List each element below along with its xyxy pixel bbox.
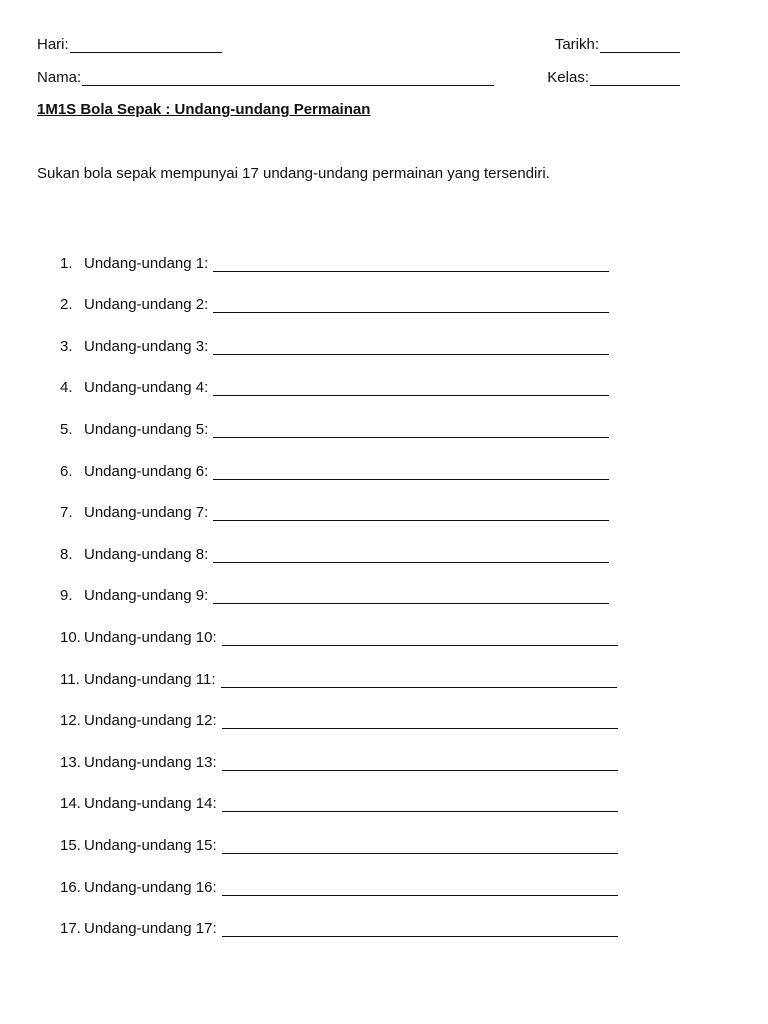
list-item <box>60 729 618 771</box>
list-item <box>60 230 618 272</box>
answer-blank[interactable] <box>222 841 618 854</box>
item-number: 9. <box>60 587 73 605</box>
answer-blank[interactable] <box>222 758 618 771</box>
item-number: 4. <box>60 379 73 397</box>
answer-blank[interactable] <box>213 508 609 521</box>
hari-field <box>37 36 222 53</box>
header-row-1 <box>37 36 680 53</box>
list-item <box>60 854 618 896</box>
item-label: Undang-undang 10: <box>84 628 217 646</box>
answer-blank[interactable] <box>222 633 618 646</box>
item-number: 14. <box>60 795 81 813</box>
answer-blank[interactable] <box>213 550 609 563</box>
item-label: Undang-undang 16: <box>84 878 217 896</box>
item-label: Undang-undang 13: <box>84 753 217 771</box>
item-number: 8. <box>60 545 73 563</box>
item-label: Undang-undang 4: <box>84 379 209 397</box>
item-label: Undang-undang 15: <box>84 836 217 854</box>
list-item <box>60 438 618 480</box>
answer-blank[interactable] <box>222 924 618 937</box>
list-item <box>60 688 618 730</box>
item-label: Undang-undang 1: <box>84 254 209 272</box>
item-label: Undang-undang 5: <box>84 420 209 438</box>
tarikh-label: Tarikh: <box>554 36 599 53</box>
header-row-2 <box>37 69 680 86</box>
item-number: 5. <box>60 420 73 438</box>
nama-blank[interactable] <box>82 73 494 86</box>
answer-blank[interactable] <box>213 425 609 438</box>
list-item <box>60 396 618 438</box>
item-number: 12. <box>60 712 81 730</box>
kelas-blank[interactable] <box>590 73 680 86</box>
item-label: Undang-undang 11: <box>84 670 216 688</box>
tarikh-field <box>555 36 680 53</box>
list-item <box>60 604 618 646</box>
item-number: 2. <box>60 296 73 314</box>
list-item <box>60 896 618 938</box>
nama-field <box>37 69 494 86</box>
answer-blank[interactable] <box>213 383 609 396</box>
answer-blank[interactable] <box>213 591 609 604</box>
worksheet-title: 1M1S Bola Sepak : Undang-undang Permainan <box>37 101 371 118</box>
answer-blank[interactable] <box>213 259 609 272</box>
kelas-field <box>547 69 680 86</box>
list-item <box>60 812 618 854</box>
intro-text: Sukan bola sepak mempunyai 17 undang-undang permainan yang tersendiri. <box>37 165 550 182</box>
list-item <box>60 646 618 688</box>
list-item <box>60 313 618 355</box>
item-label: Undang-undang 14: <box>84 795 217 813</box>
answer-blank[interactable] <box>213 300 609 313</box>
tarikh-blank[interactable] <box>600 40 680 53</box>
item-label: Undang-undang 9: <box>84 587 209 605</box>
list-item <box>60 771 618 813</box>
list-item <box>60 563 618 605</box>
item-number: 15. <box>60 836 81 854</box>
item-label: Undang-undang 2: <box>84 296 209 314</box>
item-number: 17. <box>60 920 81 938</box>
item-number: 6. <box>60 462 73 480</box>
answer-blank[interactable] <box>222 799 618 812</box>
item-label: Undang-undang 6: <box>84 462 209 480</box>
item-label: Undang-undang 3: <box>84 337 209 355</box>
answer-blank[interactable] <box>222 716 618 729</box>
answer-blank[interactable] <box>222 883 618 896</box>
answer-blank[interactable] <box>213 342 609 355</box>
answer-blank[interactable] <box>213 467 609 480</box>
item-label: Undang-undang 7: <box>84 504 209 522</box>
item-label: Undang-undang 8: <box>84 545 209 563</box>
kelas-label: Kelas: <box>547 69 589 86</box>
item-number: 11. <box>60 670 80 688</box>
item-label: Undang-undang 17: <box>84 920 217 938</box>
item-label: Undang-undang 12: <box>84 712 217 730</box>
item-number: 16. <box>60 878 81 896</box>
law-list <box>60 230 618 937</box>
item-number: 7. <box>60 504 73 522</box>
item-number: 13. <box>60 753 81 771</box>
item-number: 10. <box>60 628 81 646</box>
list-item <box>60 521 618 563</box>
list-item <box>60 355 618 397</box>
hari-label: Hari: <box>37 36 69 53</box>
list-item <box>60 480 618 522</box>
answer-blank[interactable] <box>221 675 617 688</box>
nama-label: Nama: <box>37 69 82 86</box>
hari-blank[interactable] <box>70 40 222 53</box>
item-number: 1. <box>60 254 73 272</box>
item-number: 3. <box>60 337 73 355</box>
list-item <box>60 272 618 314</box>
